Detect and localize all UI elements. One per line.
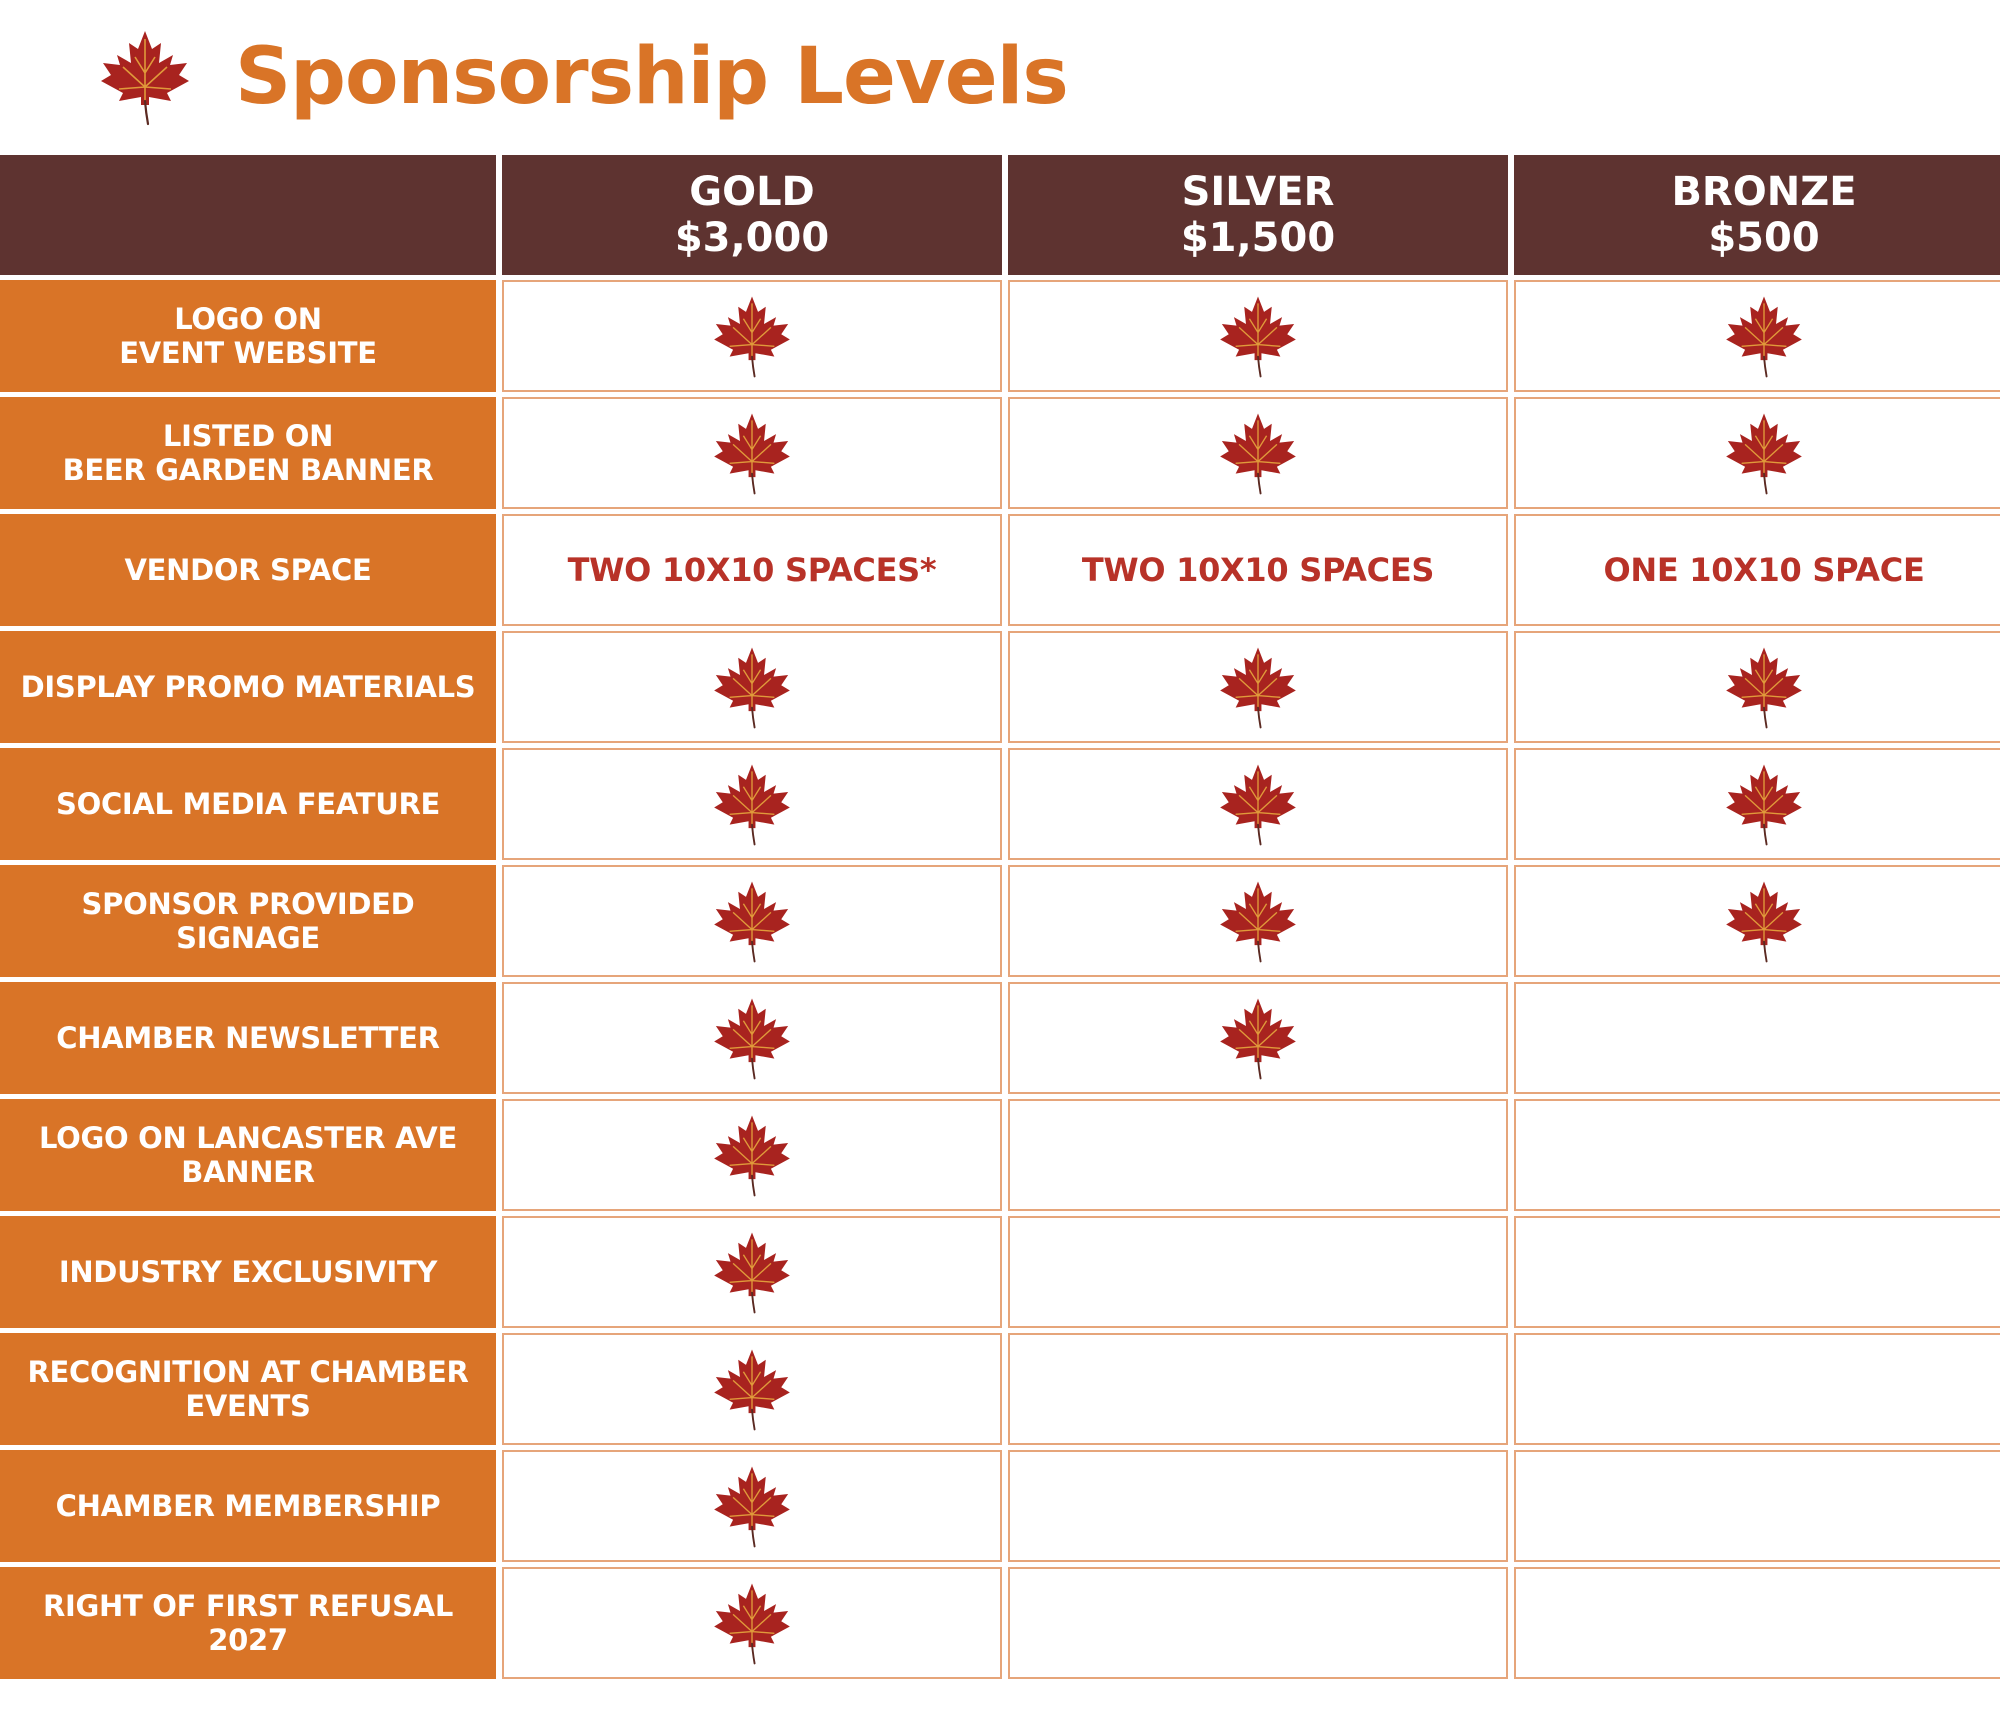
maple-leaf-icon [709,293,795,379]
table-cell [1514,1216,2000,1328]
row-label: CHAMBER NEWSLETTER [0,982,496,1094]
maple-leaf-icon [1215,644,1301,730]
table-cell [502,1099,1002,1211]
table-cell [1514,1567,2000,1679]
cell-text: ONE 10X10 SPACE [1603,551,1925,589]
table-cell [502,1567,1002,1679]
table-cell [1514,865,2000,977]
maple-leaf-icon [1215,761,1301,847]
row-label: INDUSTRY EXCLUSIVITY [0,1216,496,1328]
table-cell [1514,1333,2000,1445]
row-label: LOGO ON EVENT WEBSITE [0,280,496,392]
maple-leaf-icon [1215,995,1301,1081]
sponsorship-table [0,155,2000,1679]
row-label: DISPLAY PROMO MATERIALS [0,631,496,743]
page-title: Sponsorship Levels [235,32,1068,122]
table-cell [1008,397,1508,509]
row-label: CHAMBER MEMBERSHIP [0,1450,496,1562]
tier-name: SILVER [1181,169,1335,215]
tier-header-silver [1008,155,1508,275]
table-cell [1008,748,1508,860]
maple-leaf-icon [1215,293,1301,379]
header-corner-cell [0,155,496,275]
table-cell [1514,631,2000,743]
table-cell [1008,280,1508,392]
table-cell [502,1450,1002,1562]
maple-leaf-icon [709,1463,795,1549]
table-cell [1008,514,1508,626]
table-cell [1008,865,1508,977]
table-cell [502,1216,1002,1328]
row-label: SOCIAL MEDIA FEATURE [0,748,496,860]
cell-text: TWO 10X10 SPACES [1081,551,1435,589]
table-cell [502,397,1002,509]
maple-leaf-icon [1721,293,1807,379]
maple-leaf-icon [1215,878,1301,964]
maple-leaf-icon [1721,878,1807,964]
tier-header-gold [502,155,1002,275]
table-cell [502,865,1002,977]
maple-leaf-icon [1721,644,1807,730]
tier-price: $500 [1708,215,1820,261]
row-label: RIGHT OF FIRST REFUSAL 2027 [0,1567,496,1679]
table-cell [1008,982,1508,1094]
table-cell [502,748,1002,860]
table-cell [1008,1333,1508,1445]
row-label: LISTED ON BEER GARDEN BANNER [0,397,496,509]
row-label: RECOGNITION AT CHAMBER EVENTS [0,1333,496,1445]
table-cell [502,280,1002,392]
maple-leaf-icon [709,644,795,730]
title-bar [95,22,1068,132]
tier-header-bronze [1514,155,2000,275]
row-label: LOGO ON LANCASTER AVE BANNER [0,1099,496,1211]
maple-leaf-icon [709,1346,795,1432]
maple-leaf-icon [709,1112,795,1198]
table-cell [1008,1099,1508,1211]
table-cell [1008,631,1508,743]
table-cell [502,631,1002,743]
tier-price: $1,500 [1180,215,1336,261]
maple-leaf-icon [1721,410,1807,496]
table-cell [1514,1099,2000,1211]
table-cell [1514,982,2000,1094]
maple-leaf-icon [709,878,795,964]
maple-leaf-icon [709,761,795,847]
table-cell [1514,514,2000,626]
table-cell [502,982,1002,1094]
tier-price: $3,000 [674,215,830,261]
table-cell [1514,748,2000,860]
table-cell [1008,1450,1508,1562]
row-label: VENDOR SPACE [0,514,496,626]
table-cell [502,514,1002,626]
maple-leaf-icon [709,995,795,1081]
maple-leaf-icon [709,410,795,496]
tier-name: BRONZE [1671,169,1857,215]
maple-leaf-icon [709,1229,795,1315]
table-cell [1514,397,2000,509]
table-cell [1514,1450,2000,1562]
table-cell [1008,1216,1508,1328]
row-label: SPONSOR PROVIDED SIGNAGE [0,865,496,977]
table-cell [1514,280,2000,392]
table-cell [502,1333,1002,1445]
table-cell [1008,1567,1508,1679]
tier-name: GOLD [689,169,815,215]
maple-leaf-icon [709,1580,795,1666]
maple-leaf-icon [95,27,195,127]
maple-leaf-icon [1721,761,1807,847]
maple-leaf-icon [1215,410,1301,496]
cell-text: TWO 10X10 SPACES* [567,551,937,589]
